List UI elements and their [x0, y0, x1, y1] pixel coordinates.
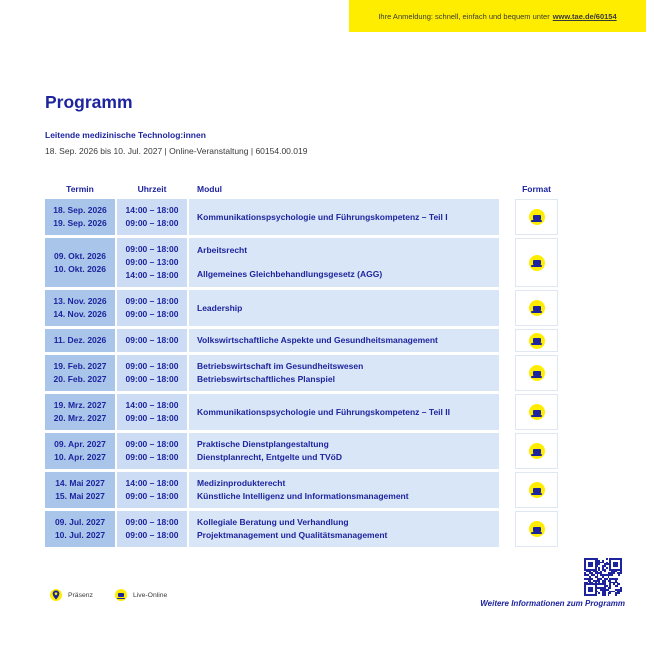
modul-cell: Praktische Dienstplangestaltung Dienstplanrecht, Entgelte und TVöD [189, 433, 499, 469]
page-title: Programm [45, 92, 133, 112]
termin-cell: 09. Okt. 2026 10. Okt. 2026 [45, 238, 115, 287]
format-cell [515, 355, 558, 391]
uhrzeit-cell: 09:00 – 18:00 09:00 – 18:00 [117, 290, 187, 326]
termin-cell: 14. Mai 2027 15. Mai 2027 [45, 472, 115, 508]
uhrzeit-cell: 09:00 – 18:00 09:00 – 18:00 [117, 433, 187, 469]
column-header-termin: Termin [66, 183, 94, 194]
modul-cell: Betriebswirtschaft im Gesundheitswesen Betriebswirtschaftliches Planspiel [189, 355, 499, 391]
table-row [45, 472, 571, 508]
registration-banner [349, 0, 646, 32]
legend-label-praesenz: Präsenz [68, 591, 93, 599]
column-header-modul: Modul [197, 183, 223, 194]
table-row [45, 329, 571, 352]
format-cell [515, 238, 558, 287]
format-legend [50, 589, 189, 601]
live-online-format-icon [529, 209, 545, 225]
termin-cell: 18. Sep. 2026 19. Sep. 2026 [45, 199, 115, 235]
format-cell [515, 329, 558, 352]
modul-cell: Kommunikationspsychologie und Führungskompetenz – Teil II [189, 394, 499, 430]
table-rows [45, 199, 571, 547]
legend-item-live-online [115, 589, 167, 601]
format-cell [515, 394, 558, 430]
live-online-format-icon [529, 255, 545, 271]
uhrzeit-cell: 09:00 – 18:00 09:00 – 13:00 14:00 – 18:00 [117, 238, 187, 287]
legend-label-live-online: Live-Online [132, 591, 168, 599]
modul-cell: Arbeitsrecht Allgemeines Gleichbehandlungsgesetz (AGG) [189, 238, 499, 287]
modul-cell: Kommunikationspsychologie und Führungskompetenz – Teil I [189, 199, 499, 235]
live-online-format-icon [529, 521, 545, 537]
course-meta: 18. Sep. 2026 bis 10. Jul. 2027 | Online-Veranstaltung | 60154.00.019 [45, 146, 308, 156]
uhrzeit-cell: 09:00 – 18:00 09:00 – 18:00 [117, 511, 187, 547]
course-subtitle: Leitende medizinische Technolog:innen [45, 130, 206, 140]
termin-cell: 09. Apr. 2027 10. Apr. 2027 [45, 433, 115, 469]
registration-banner-text: Ihre Anmeldung: schnell, einfach und bequem unter [378, 11, 550, 21]
modul-cell: Medizinprodukterecht Künstliche Intelligenz und Informationsmanagement [189, 472, 499, 508]
live-online-format-icon [529, 482, 545, 498]
termin-cell: 09. Jul. 2027 10. Jul. 2027 [45, 511, 115, 547]
modul-cell: Kollegiale Beratung und Verhandlung Projektmanagement und Qualitätsmanagement [189, 511, 499, 547]
column-header-uhrzeit: Uhrzeit [137, 183, 167, 194]
uhrzeit-cell: 09:00 – 18:00 [117, 329, 187, 352]
modul-cell: Volkswirtschaftliche Aspekte und Gesundheitsmanagement [189, 329, 499, 352]
live-online-laptop-icon [115, 589, 127, 601]
uhrzeit-cell: 09:00 – 18:00 09:00 – 18:00 [117, 355, 187, 391]
uhrzeit-cell: 14:00 – 18:00 09:00 – 18:00 [117, 199, 187, 235]
qr-code [584, 558, 622, 596]
legend-item-praesenz [50, 589, 93, 601]
live-online-format-icon [529, 365, 545, 381]
more-info-link[interactable]: Weitere Informationen zum Programm [480, 599, 625, 608]
table-row [45, 394, 571, 430]
modul-cell: Leadership [189, 290, 499, 326]
termin-cell: 19. Feb. 2027 20. Feb. 2027 [45, 355, 115, 391]
live-online-format-icon [529, 443, 545, 459]
column-header-format: Format [522, 183, 551, 194]
uhrzeit-cell: 14:00 – 18:00 09:00 – 18:00 [117, 394, 187, 430]
format-cell [515, 290, 558, 326]
termin-cell: 19. Mrz. 2027 20. Mrz. 2027 [45, 394, 115, 430]
live-online-format-icon [529, 333, 545, 349]
uhrzeit-cell: 14:00 – 18:00 09:00 – 18:00 [117, 472, 187, 508]
termin-cell: 13. Nov. 2026 14. Nov. 2026 [45, 290, 115, 326]
format-cell [515, 472, 558, 508]
table-row [45, 433, 571, 469]
table-row [45, 511, 571, 547]
program-table [45, 180, 571, 547]
live-online-format-icon [529, 300, 545, 316]
table-row [45, 290, 571, 326]
termin-cell: 11. Dez. 2026 [45, 329, 115, 352]
table-header [45, 180, 571, 197]
registration-link[interactable]: www.tae.de/60154 [552, 11, 617, 21]
table-row [45, 238, 571, 287]
format-cell [515, 433, 558, 469]
praesenz-pin-icon [50, 589, 62, 601]
table-row [45, 199, 571, 235]
format-cell [515, 199, 558, 235]
table-row [45, 355, 571, 391]
live-online-format-icon [529, 404, 545, 420]
format-cell [515, 511, 558, 547]
